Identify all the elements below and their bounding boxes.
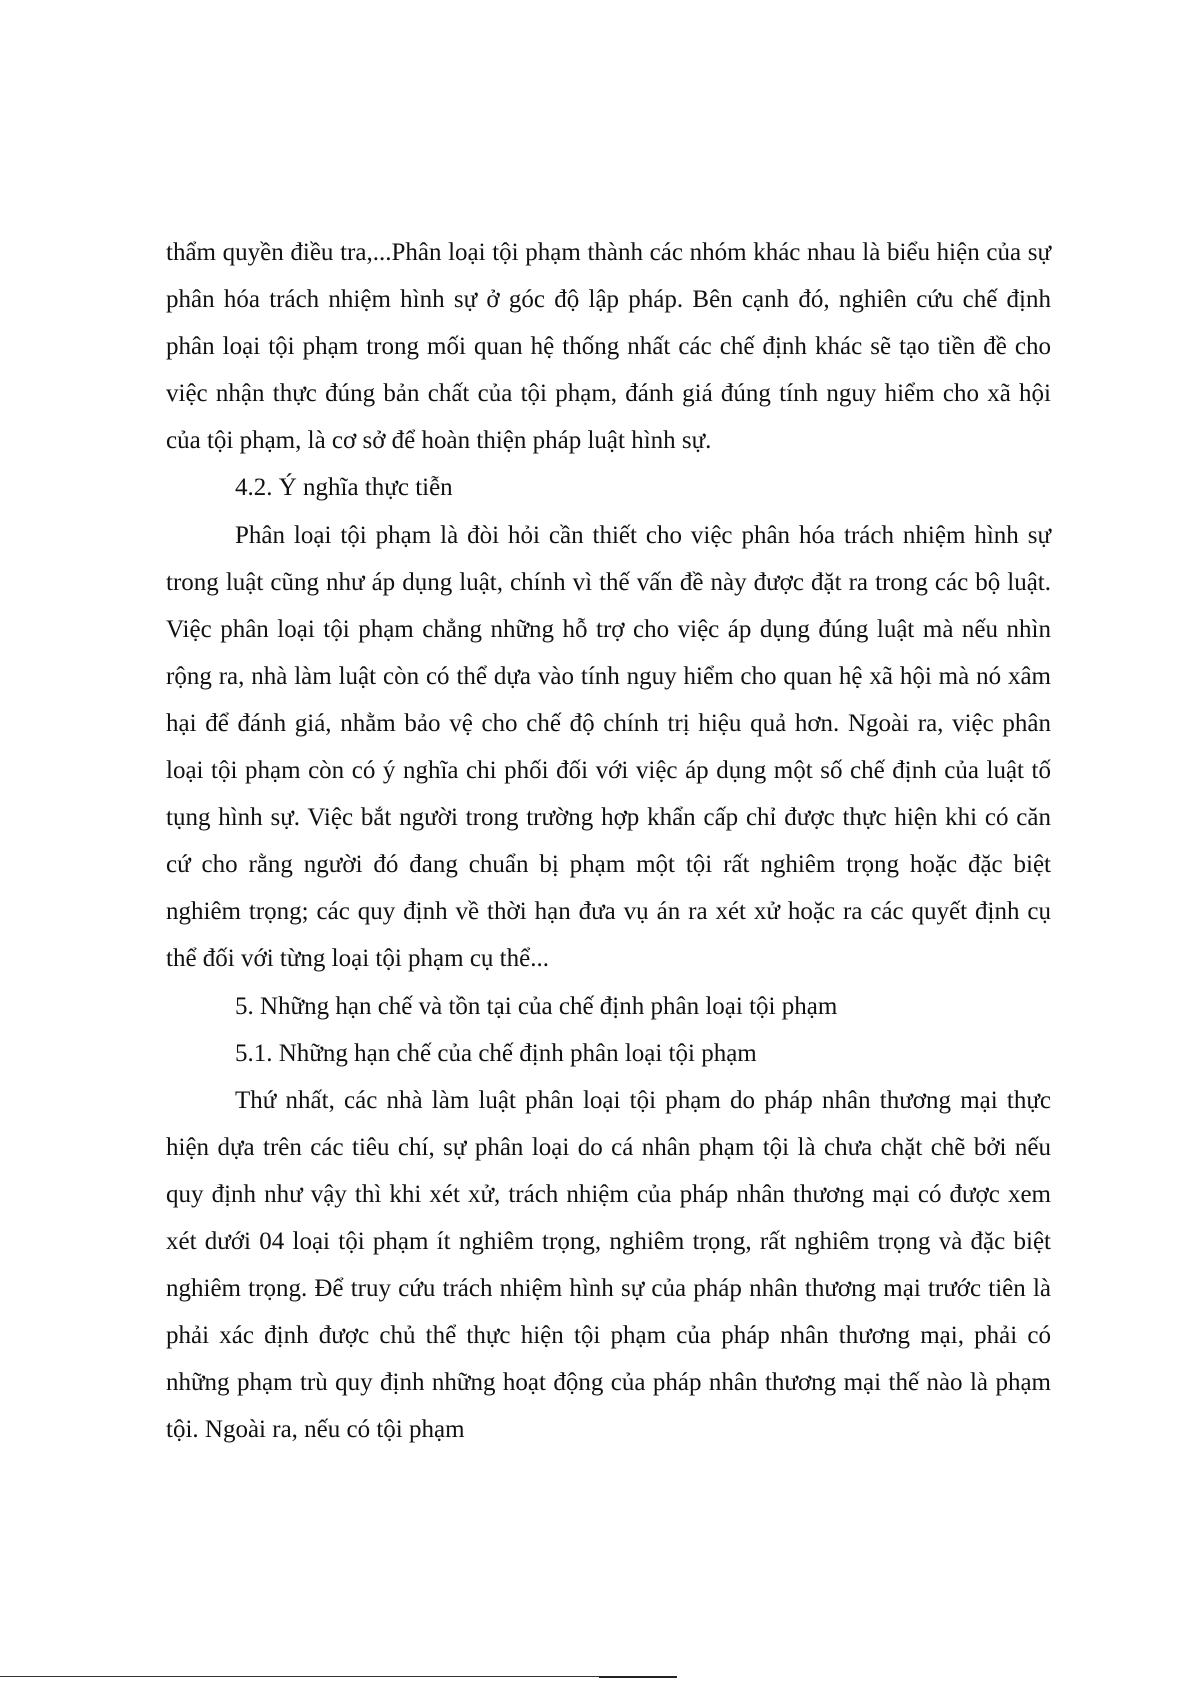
- paragraph-practical-significance: Phân loại tội phạm là đòi hỏi cần thiết cho việc phân hóa trách nhiệm hình sự trong luật cũng như áp dụng luật, chính vì thế vấn đề này được đặt ra trong các bộ luật. Việc phân loại tội phạm chẳng những hỗ trợ cho việc áp dụng đúng luật mà nếu nhìn rộng ra, nhà làm luật còn có thể dựa vào tính nguy hiểm cho quan hệ xã hội mà nó xâm hại để đánh giá, nhằm bảo vệ cho chế độ chính trị hiệu quả hơn. Ngoài ra, việc phân loại tội phạm còn có ý nghĩa chi phối đối với việc áp dụng một số chế định của luật tố tụng hình sự. Việc bắt người trong trường hợp khẩn cấp chỉ được thực hiện khi có căn cứ cho rằng người đó đang chuẩn bị phạm một tội rất nghiêm trọng hoặc đặc biệt nghiêm trọng; các quy định về thời hạn đưa vụ án ra xét xử hoặc ra các quyết định cụ thể đối với từng loại tội phạm cụ thể...: [166, 521, 1051, 973]
- paragraph-continuation: thẩm quyền điều tra,...Phân loại tội phạm thành các nhóm khác nhau là biểu hiện của sự phân hóa trách nhiệm hình sự ở góc độ lập pháp. Bên cạnh đó, nghiên cứu chế định phân loại tội phạm trong mối quan hệ thống nhất các chế định khác sẽ tạo tiền đề cho việc nhận thực đúng bản chất của tội phạm, đánh giá đúng tính nguy hiểm cho xã hội của tội phạm, là cơ sở để hoàn thiện pháp luật hình sự.: [166, 239, 1051, 455]
- section-heading-4-2: 4.2. Ý nghĩa thực tiễn: [235, 474, 453, 502]
- section-heading-5-1: 5.1. Những hạn chế của chế định phân loại tội phạm: [235, 1039, 757, 1067]
- footer-divider-accent: [599, 1676, 677, 1678]
- paragraph-limitations: Thứ nhất, các nhà làm luật phân loại tội phạm do pháp nhân thương mại thực hiện dựa trên các tiêu chí, sự phân loại do cá nhân phạm tội là chưa chặt chẽ bởi nếu quy định như vậy thì khi xét xử, trách nhiệm của pháp nhân thương mại có được xem xét dưới 04 loại tội phạm ít nghiêm trọng, nghiêm trọng, rất nghiêm trọng và đặc biệt nghiêm trọng. Để truy cứu trách nhiệm hình sự của pháp nhân thương mại trước tiên là phải xác định được chủ thể thực hiện tội phạm của pháp nhân thương mại, phải có những phạm trù quy định những hoạt động của pháp nhân thương mại thế nào là phạm tội. Ngoài ra, nếu có tội phạm: [166, 1086, 1051, 1444]
- body-text: [166, 229, 1051, 1453]
- footer-divider: [0, 1676, 677, 1677]
- section-heading-5: 5. Những hạn chế và tồn tại của chế định phân loại tội phạm: [235, 992, 838, 1020]
